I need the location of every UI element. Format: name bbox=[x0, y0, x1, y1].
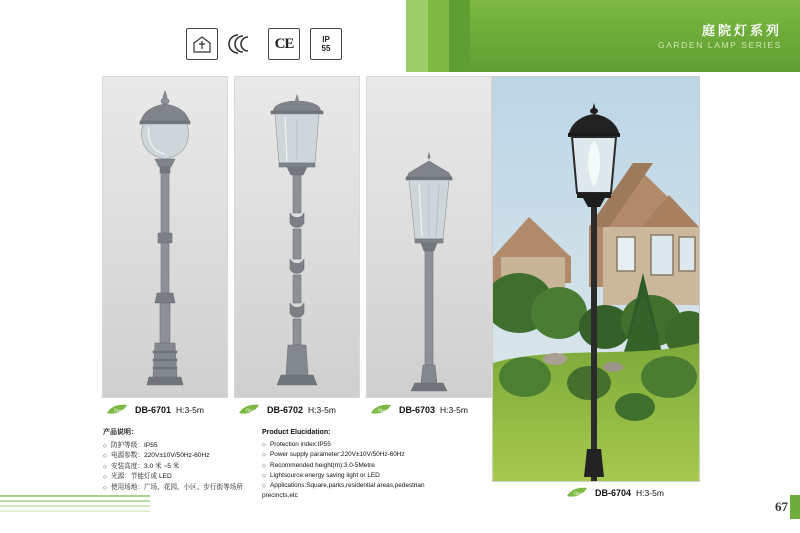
svg-text:fine: fine bbox=[378, 409, 386, 414]
house-mark-icon bbox=[186, 28, 218, 60]
leaf-logo-icon bbox=[106, 404, 130, 415]
product-height: H:3-5m bbox=[440, 404, 468, 415]
spec-english bbox=[262, 428, 458, 501]
page-header bbox=[420, 0, 800, 72]
leaf-logo-icon bbox=[238, 404, 262, 415]
page-number-block bbox=[726, 495, 800, 519]
leaf-logo-icon bbox=[566, 487, 590, 498]
svg-text:fine: fine bbox=[114, 409, 122, 414]
product-height: H:3-5m bbox=[308, 404, 336, 415]
spec-cn-list bbox=[103, 441, 253, 494]
spec-cn-title: 产品说明： bbox=[103, 429, 138, 436]
svg-text:fine: fine bbox=[574, 492, 582, 497]
ce-icon bbox=[268, 28, 300, 60]
ip-rating-icon bbox=[310, 28, 342, 60]
page-number: 67 bbox=[775, 499, 788, 514]
caption-product-4 bbox=[566, 487, 664, 498]
product-model: DB-6701 bbox=[135, 404, 172, 415]
spec-en-title: Product Elucidation: bbox=[262, 429, 331, 436]
lamp-illustration-db6703 bbox=[367, 77, 491, 397]
caption-product-2 bbox=[238, 404, 336, 415]
spec-cn-item: ◇ 使用场地：广场、花园、小区、步行街等场所 bbox=[103, 483, 253, 494]
product-height: H:3-5m bbox=[176, 404, 204, 415]
product-height: H:3-5m bbox=[636, 487, 664, 498]
spec-cn-item: ◇ 防护等级：IP55 bbox=[103, 441, 253, 452]
svg-text:fine: fine bbox=[246, 409, 254, 414]
ip-label-bottom: 55 bbox=[321, 44, 331, 53]
lamp-illustration-db6702 bbox=[235, 77, 359, 397]
spec-chinese bbox=[103, 428, 253, 493]
caption-product-1 bbox=[106, 404, 204, 415]
page-number-accent-bar bbox=[790, 495, 800, 519]
product-model: DB-6704 bbox=[595, 487, 632, 498]
spec-en-item: ◇ Power supply parameter:220V±10V/50Hz-60Hz bbox=[262, 450, 458, 460]
caption-product-3 bbox=[370, 404, 468, 415]
header-stripes bbox=[406, 0, 470, 72]
spec-en-item: ◇ Recommended height(m):3.0-5Metre bbox=[262, 461, 458, 471]
spec-en-item: ◇ Applications:Square,parks,residential areas,pedestrian bbox=[262, 481, 458, 491]
product-model: DB-6702 bbox=[267, 404, 304, 415]
leaf-logo-icon bbox=[370, 404, 394, 415]
spec-en-item-continuation: precincts,etc bbox=[262, 492, 298, 500]
garden-scene-illustration bbox=[493, 77, 699, 481]
footer-decoration bbox=[0, 495, 150, 525]
product-model: DB-6703 bbox=[399, 404, 436, 415]
ccc-icon bbox=[228, 29, 258, 59]
spec-en-item: ◇ Protection index:IP55 bbox=[262, 440, 458, 450]
product-panel-1[interactable] bbox=[102, 76, 228, 398]
header-title-en: GARDEN LAMP SERIES bbox=[657, 40, 782, 50]
certification-row bbox=[186, 28, 342, 60]
spec-cn-item: ◇ 电源参数：220V±10V/50Hz-60Hz bbox=[103, 451, 253, 462]
product-panel-2[interactable] bbox=[234, 76, 360, 398]
lamp-illustration-db6701 bbox=[103, 77, 227, 397]
product-panel-3[interactable] bbox=[366, 76, 492, 398]
product-photo-db6704[interactable] bbox=[492, 76, 700, 482]
spec-en-list bbox=[262, 440, 458, 491]
ip-label-top: IP bbox=[322, 35, 330, 44]
spec-cn-item: ◇ 光源：节能灯或 LED bbox=[103, 472, 253, 483]
header-title-cn: 庭院灯系列 bbox=[701, 23, 782, 38]
spec-cn-item: ◇ 安装高度：3.0 米 ~5 米 bbox=[103, 462, 253, 473]
ce-label: CE bbox=[274, 35, 294, 52]
spec-en-item: ◇ Lightsource:energy saving light or LED bbox=[262, 471, 458, 481]
